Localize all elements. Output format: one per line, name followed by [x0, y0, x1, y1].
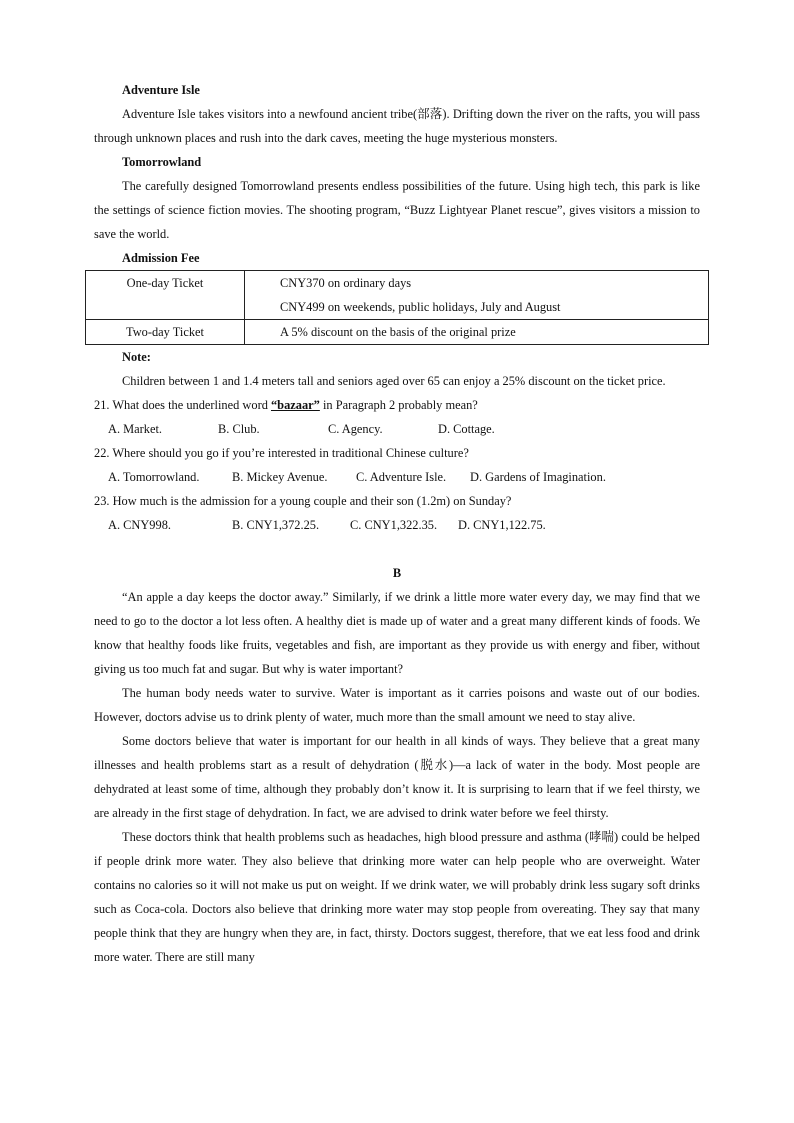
question-22: 22. Where should you go if you’re interested in traditional Chinese culture?: [94, 446, 469, 460]
price-line: A 5% discount on the basis of the original prize: [280, 325, 516, 339]
passage-paragraph-2: The human body needs water to survive. Water is important as it carries poisons and waste out of our bodies. However, doctors advise us to drink plenty of water, much more than the small amount we need to stay alive.: [94, 686, 700, 724]
underlined-word: “bazaar”: [270, 398, 320, 412]
adventure-isle-heading: Adventure Isle: [122, 83, 200, 97]
option: B. CNY1,372.25.: [232, 518, 320, 532]
tomorrowland-heading: Tomorrowland: [122, 155, 202, 169]
question-stem: 21. What does the underlined word: [94, 398, 271, 412]
document-page: [94, 78, 700, 969]
tomorrowland-paragraph: The carefully designed Tomorrowland presents endless possibilities of the future. Using high tech, this park is like the settings of science fiction movies. The shooting program, “Buzz Lightyear Planet rescue”, gives visitors a mission to save the world.: [94, 179, 700, 241]
passage-paragraph-4: These doctors think that health problems such as headaches, high blood pressure and asthma (哮喘) could be helped if people drink more water. They also believe that drinking more water can help people who are overweight. Water contains no calories so it will not make us put on weight. If we drink water, we will probably drink less sugary soft drinks such as Coca-cola. Doctors also believe that drinking more water may stop people from overeating. They say that many people think that they are hungry when they are, in fact, thirsty. Doctors suggest, therefore, that we eat less food and drink more water. There are still many: [94, 830, 700, 964]
table-row: [86, 271, 709, 320]
adventure-isle-paragraph: Adventure Isle takes visitors into a newfound ancient tribe(部落). Drifting down the river on the rafts, you will pass through unknown places and rush into the dark caves, meeting the huge mysterious monsters.: [94, 107, 700, 145]
ticket-price: [245, 271, 709, 320]
question-21-options: [94, 417, 700, 441]
question-23: 23. How much is the admission for a young couple and their son (1.2m) on Sunday?: [94, 494, 512, 508]
ticket-name: One-day Ticket: [86, 271, 245, 320]
option: C. CNY1,322.35.: [350, 518, 438, 532]
passage-paragraph-3: Some doctors believe that water is important for our health in all kinds of ways. They believe that a great many illnesses and health problems start as a result of dehydration (脱水)—a lack of water in the body. Most people are dehydrated at least some of time, although they probably don’t know it. It is surprising to learn that if we feel thirsty, we are already in the first stage of dehydration. In fact, we are advised to drink water before we feel thirsty.: [94, 734, 700, 820]
option: A. Tomorrowland.: [108, 470, 200, 484]
ticket-name: Two-day Ticket: [86, 320, 245, 345]
option: C. Agency.: [328, 422, 383, 436]
note-heading: Note:: [122, 350, 151, 364]
note-paragraph: Children between 1 and 1.4 meters tall and seniors aged over 65 can enjoy a 25% discount on the ticket price.: [122, 374, 666, 388]
option: D. Cottage.: [438, 422, 495, 436]
question-22-options: [94, 465, 700, 489]
section-b-heading: B: [392, 566, 402, 580]
price-line: CNY370 on ordinary days: [280, 276, 412, 290]
option: B. Mickey Avenue.: [232, 470, 328, 484]
question-stem: in Paragraph 2 probably mean?: [319, 398, 478, 412]
admission-fee-heading: Admission Fee: [122, 251, 200, 265]
price-line: CNY499 on weekends, public holidays, July and August: [280, 300, 561, 314]
option: C. Adventure Isle.: [356, 470, 447, 484]
option: A. Market.: [108, 422, 163, 436]
passage-paragraph-1: “An apple a day keeps the doctor away.” Similarly, if we drink a little more water every day, we may find that we need to go to the doctor a lot less often. A healthy diet is made up of water and a great many different kinds of foods. We know that healthy foods like fruits, vegetables and fish, are important as they provide us with energy and fiber, without giving us too much fat and sugar. But why is water important?: [94, 590, 700, 676]
table-row: [86, 320, 709, 345]
option: D. Gardens of Imagination.: [470, 470, 606, 484]
option: B. Club.: [218, 422, 260, 436]
question-21: [94, 393, 700, 417]
question-23-options: [94, 513, 700, 537]
option: D. CNY1,122.75.: [458, 518, 546, 532]
admission-fee-table: [85, 270, 709, 345]
ticket-price: [245, 320, 709, 345]
option: A. CNY998.: [108, 518, 171, 532]
